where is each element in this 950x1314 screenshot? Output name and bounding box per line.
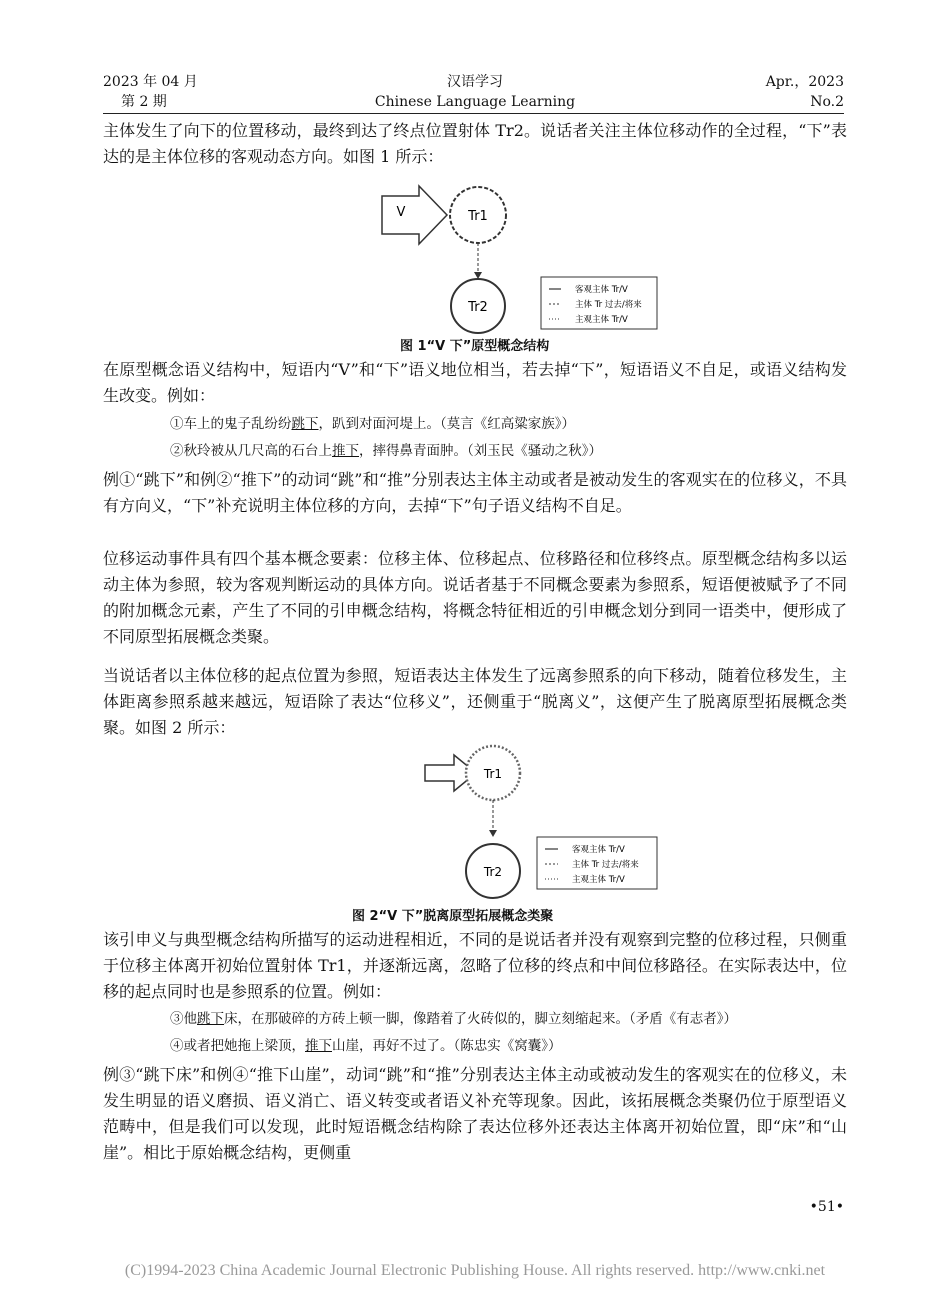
example-text: ，趴到对面河堤上。（莫言《红高粱家族》） (318, 416, 575, 432)
page-number: •51• (809, 1199, 844, 1215)
example-underlined-verb: 跳下 (291, 416, 319, 432)
figure-2-caption: 图 2“V 下”脱离原型拓展概念类聚 (352, 909, 554, 924)
example-4 (170, 1035, 562, 1057)
example-text: ②秋玲被从几尺高的石台上 (170, 443, 332, 459)
paragraph-4: 位移运动事件具有四个基本概念要素：位移主体、位移起点、位移路径和位移终点。原型概念结构多以运动主体为参照，较为客观判断运动的具体方向。说话者基于不同概念要素为参照系，短语便被赋予了不同的附加概念元素，产生了不同的引申概念结构，将概念特征相近的引申概念划分到同一语类中，便形成了不同原型拓展概念类聚。 (103, 549, 847, 646)
paragraph-7: 例③“跳下床”和例④“推下山崖”，动词“跳”和“推”分别表达主体主动或被动发生的客观实在的位移义，未发生明显的语义磨损、语义消亡、语义转变或者语义补充等现象。因此，该拓展概念类聚仍位于原型语义范畴中，但是我们可以发现，此时短语概念结构除了表达位移外还表达主体离开初始位置，即“床”和“山崖”。相比于原始概念结构，更侧重 (103, 1065, 847, 1162)
example-underlined-verb: 跳下 (197, 1011, 224, 1027)
example-underlined-verb: 推下 (332, 443, 359, 459)
tr1-label: Tr1 (468, 209, 488, 224)
header-date-en (766, 72, 844, 112)
header-month-en: Apr.，2023 (765, 74, 844, 90)
example-1 (170, 413, 575, 435)
v-arrow-label: V (396, 205, 406, 220)
header-journal (300, 72, 650, 112)
example-text: 床，在那破碎的方砖上顿一脚，像踏着了火砖似的，脚立刻缩起来。（矛盾《有志者》） (224, 1011, 737, 1027)
header-rule (103, 113, 844, 114)
v-arrow-shape (382, 186, 447, 244)
down-arrow-head (489, 830, 497, 837)
figure-1-diagram (375, 180, 665, 336)
example-text: ③他 (170, 1011, 197, 1027)
example-text: 山崖，再好不过了。（陈忠实《窝囊》） (332, 1038, 562, 1054)
header-date: 2023 年 04 月 (103, 74, 198, 90)
down-arrow-head (474, 272, 482, 279)
figure-1-caption: 图 1“V 下”原型概念结构 (400, 339, 550, 354)
legend-item: 主体 Tr 过去/将来 (575, 300, 642, 310)
header-no: No.2 (810, 94, 844, 110)
example-text: ④或者把她拖上梁顶， (170, 1038, 305, 1054)
example-underlined-verb: 推下 (305, 1038, 332, 1054)
figure-2-diagram (418, 744, 663, 902)
journal-title-en: Chinese Language Learning (374, 94, 576, 110)
example-3 (170, 1008, 737, 1030)
header-issue (103, 72, 198, 112)
example-2 (170, 440, 602, 462)
example-text: ①车上的鬼子乱纷纷 (170, 416, 292, 432)
legend-item: 主体 Tr 过去/将来 (572, 860, 639, 870)
legend-item: 主观主体 Tr/V (572, 875, 625, 885)
legend-item: 主观主体 Tr/V (575, 315, 628, 325)
paragraph-6: 该引申义与典型概念结构所描写的运动进程相近，不同的是说话者并没有观察到完整的位移过程，只侧重于位移主体离开初始位置射体 Tr1，并逐渐远离，忽略了位移的终点和中间位移路径。在实际表达中，位移的起点同时也是参照系的位置。例如： (103, 930, 847, 1001)
header-issue-number: 第 2 期 (121, 94, 167, 110)
paragraph-3: 例①“跳下”和例②“推下”的动词“跳”和“推”分别表达主体主动或者是被动发生的客观实在的位移义，不具有方向义，“下”补充说明主体位移的方向，去掉“下”句子语义结构不自足。 (103, 470, 847, 515)
example-text: ，摔得鼻青面肿。（刘玉民《骚动之秋》） (359, 443, 602, 459)
legend-item: 客观主体 Tr/V (575, 285, 628, 295)
journal-title-cn: 汉语学习 (447, 74, 503, 90)
paragraph-2: 在原型概念语义结构中，短语内“V”和“下”语义地位相当，若去掉“下”，短语语义不自足，或语义结构发生改变。例如： (103, 360, 847, 405)
copyright-footer: (C)1994-2023 China Academic Journal Electronic Publishing House. All rights reserved. http://www.cnki.net (124, 1262, 826, 1279)
tr2-label: Tr2 (468, 300, 488, 315)
legend-item: 客观主体 Tr/V (572, 845, 625, 855)
tr1-label: Tr1 (483, 767, 503, 781)
tr2-label: Tr2 (483, 865, 503, 879)
paragraph-1: 主体发生了向下的位置移动，最终到达了终点位置射体 Tr2。说话者关注主体位移动作的全过程，“下”表达的是主体位移的客观动态方向。如图 1 所示： (103, 121, 847, 166)
paragraph-5: 当说话者以主体位移的起点位置为参照，短语表达主体发生了远离参照系的向下移动，随着位移发生，主体距离参照系越来越远，短语除了表达“位移义”，还侧重于“脱离义”，这便产生了脱离原型拓展概念类聚。如图 2 所示： (103, 666, 847, 737)
